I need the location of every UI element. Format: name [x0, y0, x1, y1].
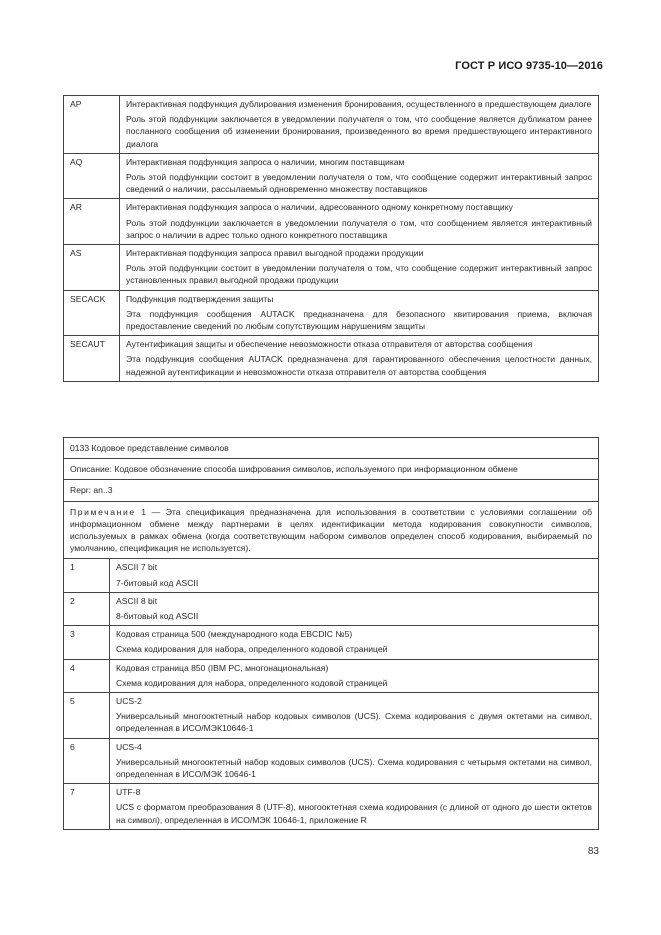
- definition-text: Интерактивная подфункция запроса о наличии, адресованного одному конкретному поставщику: [126, 202, 513, 213]
- table-title: 0133 Кодовое представление символов: [64, 438, 599, 459]
- code-name: Кодовая страница 500 (международного кода EBCDIC №5): [116, 629, 353, 640]
- table-row: [64, 336, 599, 382]
- code-name: UCS-2: [116, 696, 142, 707]
- description-cell: [110, 784, 599, 830]
- code-cell: 1: [64, 559, 110, 592]
- description-cell: [120, 96, 599, 154]
- code-cell: AS: [64, 245, 120, 291]
- code-cell: SECACK: [64, 290, 120, 336]
- code-list-table: [63, 437, 599, 830]
- code-description: Универсальный многооктетный набор кодовых символов (UCS). Схема кодирования с четырьмя октетами на символ, определенная в ИСО/МЭК 10646-1: [116, 756, 592, 780]
- code-description: UCS с форматом преобразования 8 (UTF-8), многооктетная схема кодирования (с длиной от одного до шести октетов на символ), определенная в ИСО/МЭК 10646-1, приложение R: [116, 802, 592, 825]
- definition-text: Интерактивная подфункция дублирования изменения бронирования, осуществленного в предшествующем диалоге: [126, 99, 592, 109]
- document-header: ГОСТ Р ИСО 9735-10—2016: [455, 60, 603, 72]
- definition-text: Интерактивная подфункция запроса о наличии, многим поставщикам: [126, 156, 405, 167]
- note-text: [70, 506, 592, 555]
- table-row: [64, 626, 599, 659]
- note-row: [64, 501, 599, 559]
- page-number: 83: [587, 846, 599, 857]
- explanation-text: Эта подфункция сообщения AUTACK предназначена для безопасного квитирования приема, включая предоставление сведений по любым сопутствующим нарушениям защиты: [126, 308, 592, 332]
- code-description: Универсальный многооктетный набор кодовых символов (UCS). Схема кодирования с двумя октетами на символ, определенная в ИСО/МЭК10646-1: [116, 711, 592, 734]
- description-cell: [120, 153, 599, 199]
- note: [64, 501, 599, 559]
- description-cell: [110, 559, 599, 592]
- code-description: Схема кодирования для набора, определенного кодовой страницей: [116, 677, 388, 688]
- explanation-text: Эта подфункция сообщения AUTACK предназначена для гарантированного обеспечения целостности данных, надежной аутентификации и невозможности отказа отправителя от авторства сообщения: [126, 354, 592, 377]
- description-cell: [110, 626, 599, 659]
- code-cell: 5: [64, 693, 110, 739]
- code-name: UTF-8: [116, 787, 141, 798]
- description-cell: [120, 199, 599, 245]
- note-body: 1 — Эта спецификация предназначена для использования в соответствии с условиями соглашении об информационном обмене между партнерами в целях идентификации метода кодирования совокупности символов, используемых в рамках обмена (когда соответствующим набором символов определен способ кодирования, выбираемый по умолчанию, спецификация не используется).: [70, 506, 592, 554]
- representation-row: [64, 480, 599, 501]
- definition-text: Интерактивная подфункция запроса правил выгодной продажи продукции: [126, 248, 424, 259]
- explanation-text: Роль этой подфункции состоит в уведомлении получателя о том, что сообщение содержит интерактивный запрос сведений о наличии, рассылаемый одновременно множеству поставщиков: [126, 172, 592, 195]
- representation: Repr: an..3: [64, 480, 599, 501]
- code-cell: AR: [64, 199, 120, 245]
- code-description: 8-битовый код ASCII: [116, 611, 199, 622]
- table-row: [64, 96, 599, 154]
- code-name: UCS-4: [116, 741, 142, 752]
- explanation-text: Роль этой подфункции заключается в уведомлении получателя о том, что сообщением является интерактивный запрос о наличии в адрес только одного конкретного поставщика: [126, 217, 592, 240]
- code-cell: 6: [64, 738, 110, 784]
- definition-text: Аутентификация защиты и обеспечение невозможности отказа отправителя от авторства сообщения: [126, 339, 533, 350]
- code-cell: 7: [64, 784, 110, 830]
- definition-text: Подфункция подтверждения защиты: [126, 293, 274, 304]
- code-cell: 4: [64, 659, 110, 692]
- explanation-text: Роль этой подфункции состоит в уведомлении получателя о том, что сообщение содержит интерактивный запрос установленных правил выгодной продажи продукции: [126, 263, 592, 286]
- description-cell: [110, 592, 599, 625]
- code-cell: 3: [64, 626, 110, 659]
- table-row: [64, 290, 599, 336]
- code-description: Схема кодирования для набора, определенного кодовой страницей: [116, 644, 388, 655]
- description-cell: [110, 738, 599, 784]
- description-cell: [110, 659, 599, 692]
- code-cell: 2: [64, 592, 110, 625]
- table-row: [64, 559, 599, 592]
- description-cell: [120, 245, 599, 291]
- description-cell: [120, 336, 599, 382]
- note-label: Примечание: [70, 506, 136, 517]
- table-row: [64, 592, 599, 625]
- code-name: Кодовая страница 850 (IBM PC, многонациональная): [116, 662, 329, 673]
- code-cell: SECAUT: [64, 336, 120, 382]
- code-cell: AP: [64, 96, 120, 154]
- description-cell: [110, 693, 599, 739]
- subfunction-table: [63, 95, 599, 382]
- table-row: [64, 693, 599, 739]
- code-name: ASCII 8 bit: [116, 595, 158, 606]
- table-title-row: [64, 438, 599, 459]
- table-row: [64, 199, 599, 245]
- table-row: [64, 659, 599, 692]
- description-cell: [120, 290, 599, 336]
- table-row: [64, 784, 599, 830]
- table-row: [64, 153, 599, 199]
- table-row: [64, 738, 599, 784]
- table-row: [64, 245, 599, 291]
- description-row: [64, 459, 599, 480]
- code-cell: AQ: [64, 153, 120, 199]
- code-description: 7-битовый код ASCII: [116, 577, 199, 588]
- code-name: ASCII 7 bit: [116, 562, 158, 573]
- table-description: Описание: Кодовое обозначение способа шифрования символов, используемого при информационном обмене: [64, 459, 599, 480]
- explanation-text: Роль этой подфункции заключается в уведомлении получателя о том, что сообщение является дубликатом ранее посланного сообщения об изменении бронирования, произведенного во время предшествующего интерактивного диалога: [126, 114, 592, 149]
